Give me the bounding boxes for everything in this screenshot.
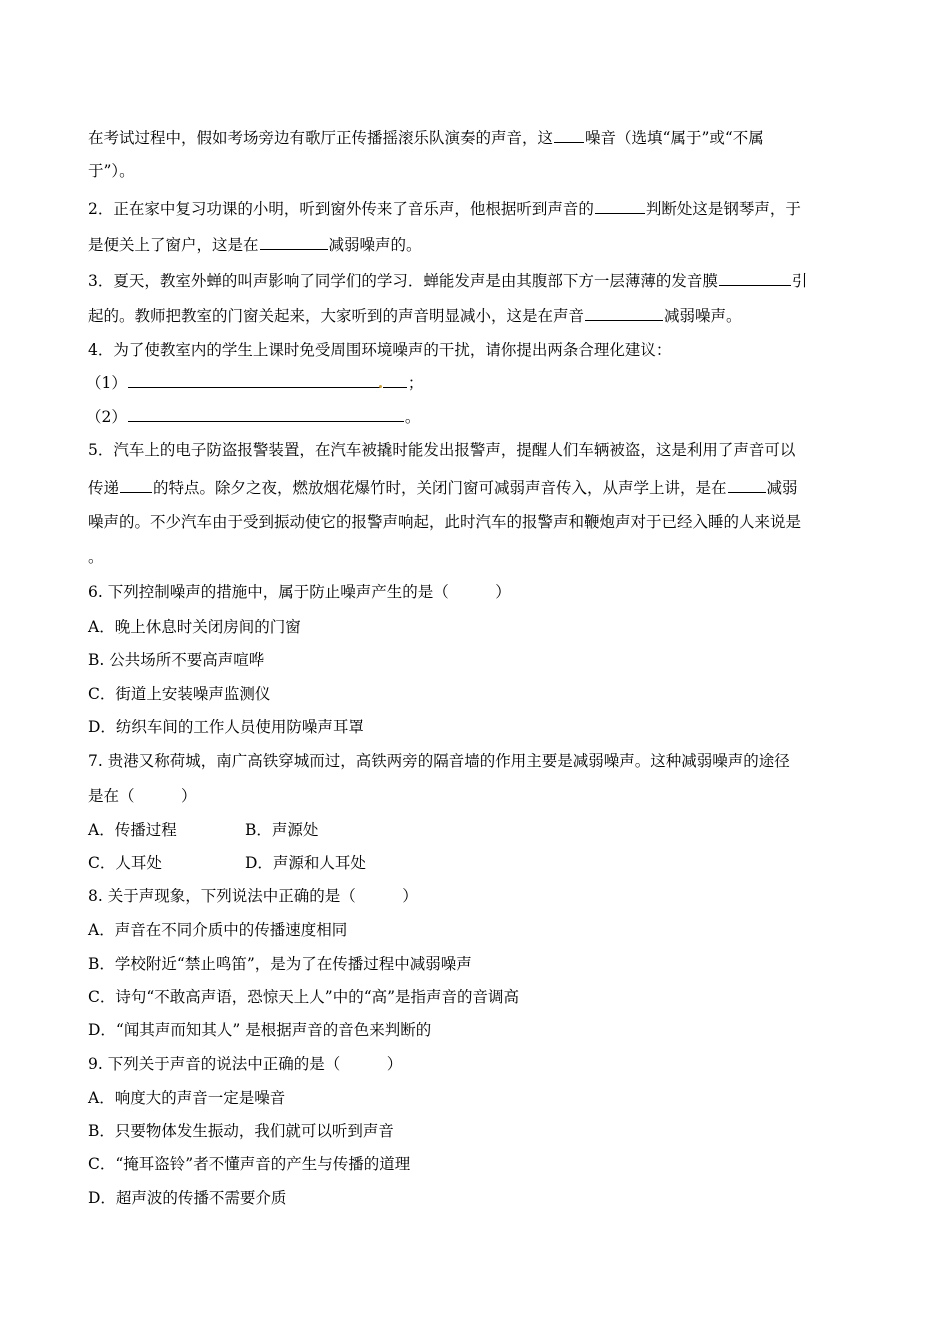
q7-stem-line1: 7. 贵港又称荷城，南广高铁穿城而过，高铁两旁的隔音墙的作用主要是减弱噪声。这种减弱噪声的途径 (88, 752, 790, 770)
q9-option-d[interactable]: D．超声波的传播不需要介质 (88, 1189, 287, 1207)
q3-line1: 3．夏天，教室外蝉的叫声影响了同学们的学习．蝉能发声是由其腹部下方一层薄薄的发音膜 引 (88, 269, 807, 291)
q8-stem: 8. 关于声现象，下列说法中正确的是（ ） (88, 887, 418, 905)
q9-option-c[interactable]: C．“掩耳盗铃”者不懂声音的产生与传播的道理 (88, 1155, 411, 1173)
q6-stem: 6. 下列控制噪声的措施中，属于防止噪声产生的是（ ） (88, 583, 511, 601)
q3-line2: 起的。教师把教室的门窗关起来，大家听到的声音明显减小，这是在声音 减弱噪声。 (88, 304, 742, 326)
q1-line2: 于”）。 (88, 162, 135, 180)
answer-blank[interactable] (120, 476, 152, 493)
q6-option-d[interactable]: D．纺织车间的工作人员使用防噪声耳罩 (88, 718, 364, 736)
q7-options-row2 (88, 852, 366, 874)
q4-stem: 4．为了使教室内的学生上课时免受周围环境噪声的干扰，请你提出两条合理化建议： (88, 341, 672, 359)
q9-stem: 9. 下列关于声音的说法中正确的是（ ） (88, 1055, 403, 1073)
q6-option-a[interactable]: A．晚上休息时关闭房间的门窗 (88, 618, 301, 636)
q5-line2: 传递 的特点。除夕之夜，燃放烟花爆竹时，关闭门窗可减弱声音传入，从声学上讲，是在 减弱 (88, 476, 798, 498)
q5-line4: 。 (88, 548, 104, 566)
q7-stem-line2: 是在（ ） (88, 787, 197, 805)
answer-blank[interactable] (128, 371, 380, 388)
q7-option-d[interactable]: D．声源和人耳处 (245, 854, 366, 872)
q6-option-b[interactable]: B. 公共场所不要高声喧哗 (88, 651, 265, 669)
q5-line1: 5．汽车上的电子防盗报警装置，在汽车被撬时能发出报警声，提醒人们车辆被盗，这是利用了声音可以 (88, 441, 796, 459)
q8-option-c[interactable]: C．诗句“不敢高声语，恐惊天上人”中的“高”是指声音的音调高 (88, 988, 520, 1006)
answer-blank[interactable] (260, 233, 328, 250)
answer-blank[interactable] (719, 269, 791, 286)
q2-line1: 2．正在家中复习功课的小明，听到窗外传来了音乐声，他根据听到声音的 判断处这是钢琴声，于 (88, 197, 801, 219)
q2-line2: 是便关上了窗户，这是在 减弱噪声的。 (88, 233, 422, 255)
answer-blank[interactable] (128, 405, 404, 422)
q4-item-2: （2） 。 (86, 405, 420, 427)
q9-option-a[interactable]: A．响度大的声音一定是噪音 (88, 1089, 286, 1107)
answer-blank[interactable] (595, 197, 645, 214)
mark-dot (379, 385, 382, 388)
q8-option-b[interactable]: B．学校附近“禁止鸣笛”，是为了在传播过程中减弱噪声 (88, 955, 472, 973)
answer-blank[interactable] (728, 476, 766, 493)
q7-options-row1 (88, 819, 319, 841)
q8-option-a[interactable]: A．声音在不同介质中的传播速度相同 (88, 921, 348, 939)
answer-blank[interactable] (585, 304, 663, 321)
answer-blank[interactable] (554, 126, 584, 143)
q7-option-b[interactable]: B．声源处 (245, 821, 319, 839)
q7-option-a[interactable]: A．传播过程 (88, 821, 177, 839)
q8-option-d[interactable]: D．“闻其声而知其人” 是根据声音的音色来判断的 (88, 1021, 432, 1039)
q6-option-c[interactable]: C．街道上安装噪声监测仪 (88, 685, 271, 703)
q5-line3: 噪声的。不少汽车由于受到振动使它的报警声响起，此时汽车的报警声和鞭炮声对于已经入睡的人来说是 (88, 513, 802, 531)
q4-item-1: （1） ； (86, 371, 423, 393)
q9-option-b[interactable]: B．只要物体发生振动，我们就可以听到声音 (88, 1122, 394, 1140)
q1-line1: 在考试过程中，假如考场旁边有歌厅正传播摇滚乐队演奏的声音，这 噪音（选填“属于”或“不属 (88, 126, 764, 148)
answer-blank[interactable] (383, 371, 407, 388)
q7-option-c[interactable]: C．人耳处 (88, 854, 162, 872)
